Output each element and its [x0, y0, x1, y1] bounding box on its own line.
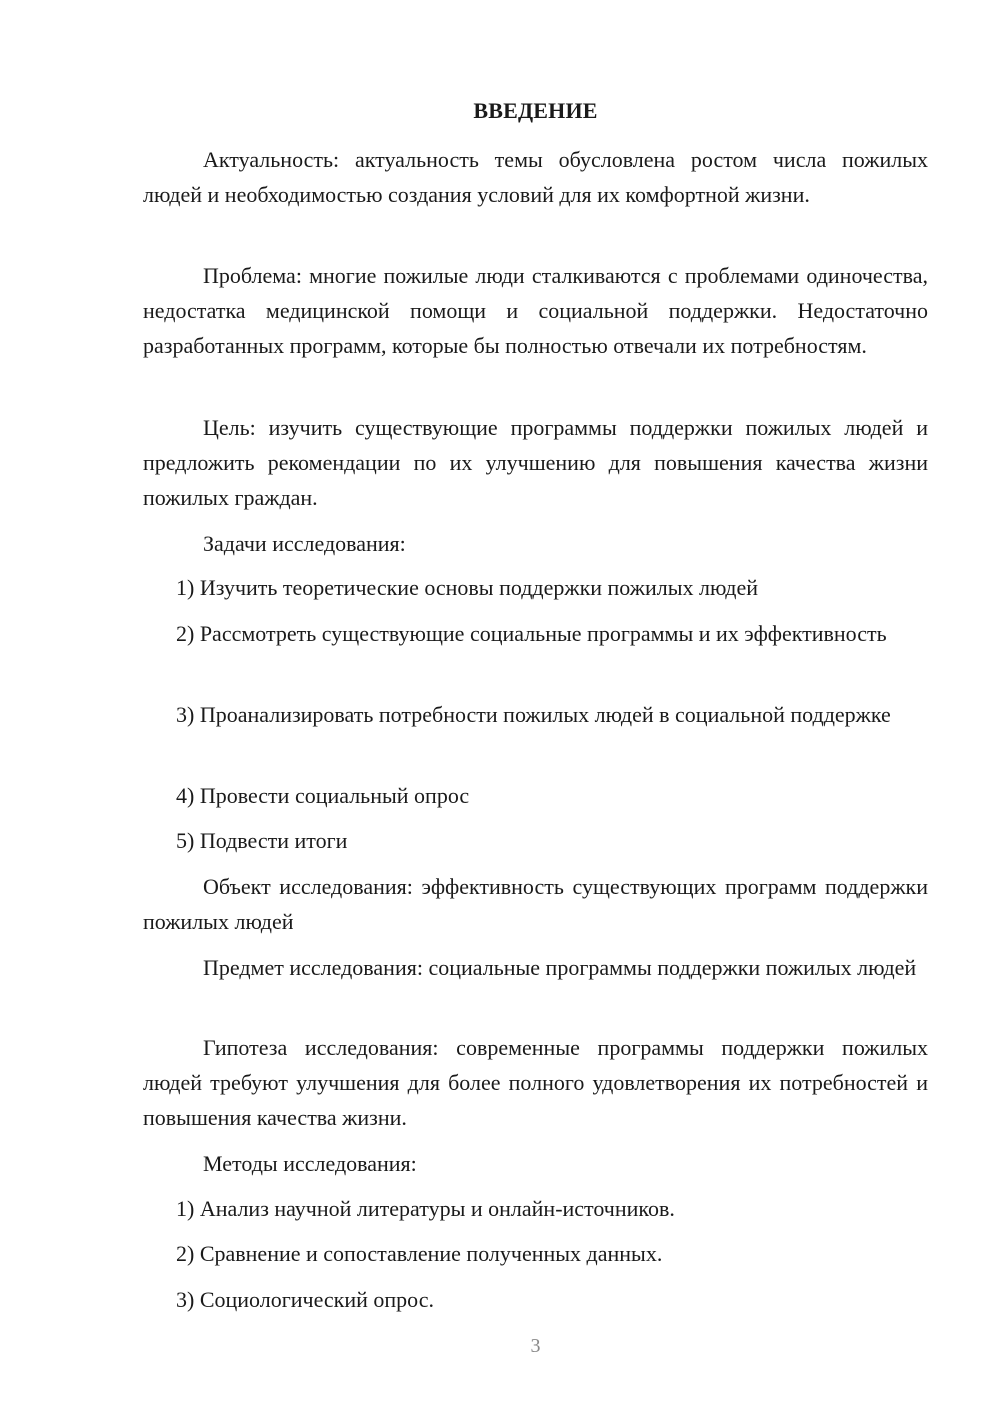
list-item-task-3: 3) Проанализировать потребности пожилых людей в социальной поддержке — [176, 702, 891, 727]
paragraph-subject: Предмет исследования: социальные программы поддержки пожилых людей — [203, 955, 917, 980]
paragraph-methods-heading: Методы исследования: — [203, 1151, 417, 1176]
document-page — [143, 0, 928, 1414]
paragraph-tasks-heading: Задачи исследования: — [203, 531, 406, 556]
paragraph-goal: Цель: изучить существующие программы поддержки пожилых людей и предложить рекомендации по их улучшению для повышения качества жизни пожилых граждан. — [143, 415, 928, 510]
paragraph-relevance: Актуальность: актуальность темы обусловлена ростом числа пожилых людей и необходимостью создания условий для их комфортной жизни. — [143, 147, 928, 207]
list-item-task-2: 2) Рассмотреть существующие социальные программы и их эффективность — [176, 621, 887, 646]
paragraph-hypothesis: Гипотеза исследования: современные программы поддержки пожилых людей требуют улучшения для более полного удовлетворения их потребностей и повышения качества жизни. — [143, 1035, 928, 1130]
paragraph-problem: Проблема: многие пожилые люди сталкиваются с проблемами одиночества, недостатка медицинской помощи и социальной поддержки. Недостаточно разработанных программ, которые бы полностью отвечали их потребностям. — [143, 263, 928, 358]
list-item-method-2: 2) Сравнение и сопоставление полученных данных. — [176, 1241, 663, 1266]
paragraph-object: Объект исследования: эффективность существующих программ поддержки пожилых людей — [143, 874, 928, 934]
list-item-method-1: 1) Анализ научной литературы и онлайн-источников. — [176, 1196, 675, 1221]
list-item-task-1: 1) Изучить теоретические основы поддержки пожилых людей — [176, 575, 759, 600]
section-title: ВВЕДЕНИЕ — [473, 98, 598, 123]
page-number: 3 — [530, 1335, 541, 1357]
list-item-method-3: 3) Социологический опрос. — [176, 1287, 434, 1312]
list-item-task-4: 4) Провести социальный опрос — [176, 783, 470, 808]
list-item-task-5: 5) Подвести итоги — [176, 828, 348, 853]
